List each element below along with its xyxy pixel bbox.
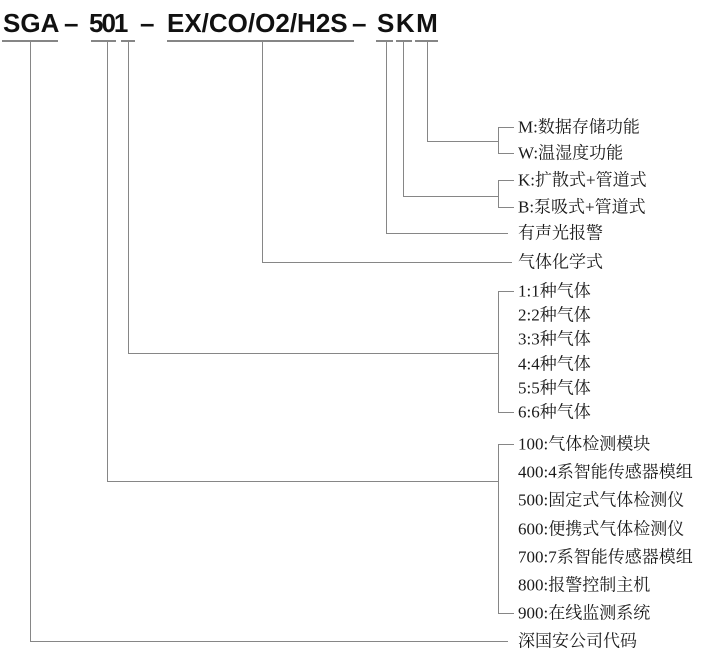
connector-alarm — [386, 233, 508, 234]
label-option-m: M:数据存储功能 — [518, 117, 640, 137]
connector-option-k — [403, 196, 498, 197]
code-dash-1: – — [64, 8, 79, 38]
label-gas-count-2: 2:2种气体 — [518, 305, 591, 325]
bracket-mw-arm-bottom — [498, 153, 514, 154]
underline-series-50 — [91, 40, 116, 42]
bracket-series — [498, 444, 499, 614]
underline-option-k — [396, 40, 412, 42]
label-gas-count-1: 1:1种气体 — [518, 281, 591, 301]
connector-gas-count — [128, 353, 498, 354]
bracket-kb-arm-top — [498, 180, 514, 181]
label-gas-count-3: 3:3种气体 — [518, 329, 591, 349]
bracket-mw-arm-top — [498, 127, 514, 128]
drop-line-option-k — [403, 41, 404, 196]
bracket-gas-count-arm-top — [498, 291, 514, 292]
drop-line-option-s — [386, 41, 387, 233]
bracket-series-arm-top — [498, 444, 514, 445]
connector-gas-formula — [262, 262, 512, 263]
drop-line-prefix — [30, 41, 31, 641]
label-option-w: W:温湿度功能 — [518, 143, 624, 163]
underline-option-s — [376, 40, 393, 42]
code-dash-3: – — [352, 8, 367, 38]
bracket-kb — [498, 180, 499, 208]
label-series-500: 500:固定式气体检测仪 — [518, 490, 685, 510]
bracket-series-arm-bottom — [498, 613, 514, 614]
label-option-k: K:扩散式+管道式 — [518, 170, 647, 190]
bracket-mw — [498, 127, 499, 154]
connector-series — [107, 481, 498, 482]
connector-company — [30, 641, 508, 642]
drop-line-gas-list — [262, 41, 263, 262]
label-series-800: 800:报警控制主机 — [518, 575, 651, 595]
bracket-gas-count-arm-bottom — [498, 412, 514, 413]
code-gas-list: EX/CO/O2/H2S — [167, 8, 348, 38]
code-series: 501 — [89, 8, 127, 38]
label-gas-formula: 气体化学式 — [518, 252, 603, 272]
code-dash-2: – — [140, 8, 155, 38]
label-series-700: 700:7系智能传感器模组 — [518, 547, 693, 567]
label-series-400: 400:4系智能传感器模组 — [518, 462, 693, 482]
label-alarm: 有声光报警 — [518, 223, 603, 243]
label-series-600: 600:便携式气体检测仪 — [518, 519, 685, 539]
code-suffix: SKM — [377, 8, 440, 38]
bracket-kb-arm-bottom — [498, 207, 514, 208]
label-gas-count-6: 6:6种气体 — [518, 402, 591, 422]
drop-line-gas-count — [128, 41, 129, 353]
label-gas-count-4: 4:4种气体 — [518, 354, 591, 374]
bracket-gas-count — [498, 291, 499, 413]
label-series-100: 100:气体检测模块 — [518, 434, 651, 454]
label-company: 深国安公司代码 — [518, 631, 637, 651]
code-prefix: SGA — [3, 8, 60, 38]
label-series-900: 900:在线监测系统 — [518, 603, 651, 623]
label-gas-count-5: 5:5种气体 — [518, 378, 591, 398]
label-option-b: B:泵吸式+管道式 — [518, 197, 646, 217]
drop-line-option-m — [427, 41, 428, 141]
connector-option-m — [427, 141, 498, 142]
underline-gas-list — [167, 40, 354, 42]
drop-line-series — [107, 41, 108, 481]
